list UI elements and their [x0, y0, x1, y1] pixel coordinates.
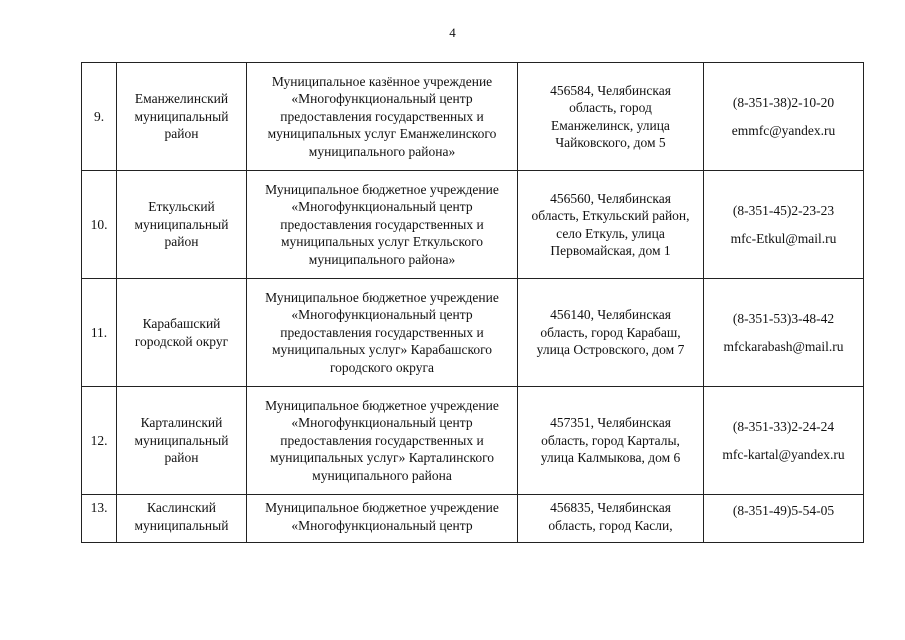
organization-name: Муниципальное казённое учреждение «Многофункциональный центр предоставления государственных и муниципальных услуг Еманжелинского муниципального района» [267, 73, 497, 159]
contact-email: mfckarabash@mail.ru [723, 338, 844, 354]
row-number-cell [82, 171, 117, 279]
organization-name: Муниципальное бюджетное учреждение «Многофункциональный центр предоставления государственных и муниципальных услуг» Карабашского городского округа [265, 289, 499, 375]
organization-cell [247, 63, 518, 171]
contact-email: mfc-Etkul@mail.ru [730, 230, 837, 246]
contact-cell [704, 171, 864, 279]
contact-cell [704, 495, 864, 543]
address-cell [518, 171, 704, 279]
row-number: 11. [90, 324, 108, 340]
address-cell [518, 279, 704, 387]
address-cell [518, 495, 704, 543]
contact-phone: (8-351-49)5-54-05 [732, 503, 835, 518]
organization-name: Муниципальное бюджетное учреждение «Многофункциональный центр [265, 500, 499, 533]
municipality-cell [117, 63, 247, 171]
row-number-cell [82, 387, 117, 495]
municipality-name: Еткульский муниципальный район [134, 199, 229, 250]
table-row [82, 171, 864, 279]
organization-cell [247, 495, 518, 543]
municipality-cell [117, 387, 247, 495]
municipality-name: Еманжелинский муниципальный район [134, 91, 229, 142]
municipality-name: Каслинский муниципальный [134, 500, 229, 533]
postal-address: 457351, Челябинская область, город Карталы, улица Калмыкова, дом 6 [540, 415, 681, 466]
row-number: 9. [93, 108, 105, 124]
address-cell [518, 63, 704, 171]
table-row [82, 63, 864, 171]
row-number: 13. [90, 500, 108, 515]
postal-address: 456584, Челябинская область, город Еманжелинск, улица Чайковского, дом 5 [550, 82, 671, 150]
contact-cell [704, 63, 864, 171]
contact-cell [704, 279, 864, 387]
row-number-cell [82, 63, 117, 171]
table-row [82, 495, 864, 543]
contact-email: mfc-kartal@yandex.ru [722, 446, 845, 462]
organization-cell [247, 279, 518, 387]
contact-phone: (8-351-38)2-10-20 [732, 95, 835, 110]
organization-cell [247, 171, 518, 279]
contact-phone: (8-351-33)2-24-24 [732, 419, 835, 434]
organization-cell [247, 387, 518, 495]
contact-email: emmfc@yandex.ru [731, 122, 836, 138]
row-number: 10. [90, 216, 108, 232]
contact-cell [704, 387, 864, 495]
row-number-cell [82, 279, 117, 387]
municipality-name: Карабашский городской округ [134, 316, 229, 349]
postal-address: 456140, Челябинская область, город Карабаш, улица Островского, дом 7 [536, 307, 685, 358]
contact-phone: (8-351-45)2-23-23 [732, 203, 835, 218]
table-row [82, 387, 864, 495]
organization-name: Муниципальное бюджетное учреждение «Многофункциональный центр предоставления государственных и муниципальных услуг» Карталинского муниципального района [265, 397, 499, 483]
table-row [82, 279, 864, 387]
row-number: 12. [90, 432, 108, 448]
contact-phone: (8-351-53)3-48-42 [732, 311, 835, 326]
organization-name: Муниципальное бюджетное учреждение «Многофункциональный центр предоставления государственных и муниципальных услуг Еткульского муниципального района» [265, 181, 499, 267]
postal-address: 456560, Челябинская область, Еткульский район, село Еткуль, улица Первомайская, дом 1 [531, 190, 690, 258]
municipality-cell [117, 279, 247, 387]
address-cell [518, 387, 704, 495]
municipality-name: Карталинский муниципальный район [134, 415, 229, 466]
postal-address: 456835, Челябинская область, город Касли, [548, 500, 673, 533]
page-number: 4 [449, 25, 456, 40]
mfc-register-table [81, 62, 864, 543]
municipality-cell [117, 495, 247, 543]
municipality-cell [117, 171, 247, 279]
row-number-cell [82, 495, 117, 543]
